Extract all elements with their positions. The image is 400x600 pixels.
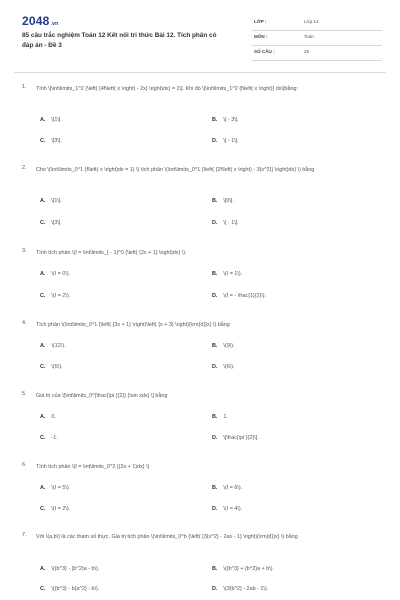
option-c[interactable]: [40, 364, 63, 370]
question-text: Tích phân \(\int\limits_0^1 {\left( {3x + 1} \right)\left( {x + 3} \right){\rm{d}}x} \) bằng: [36, 322, 230, 328]
question-text: Tính tích phân \(I = \int\limits_{ - 1}^0 {\left( {2x + 1} \right)dx} \).: [36, 250, 187, 256]
meta-table: [252, 16, 382, 61]
option-text: \(I = 4\).: [223, 506, 243, 512]
option-text: \(I = 1\).: [223, 271, 243, 277]
question-text: Tính tích phân \(I = \int\limits_0^2 {(2x + 1)dx} \): [36, 464, 150, 470]
option-c[interactable]: [40, 220, 62, 226]
option-d[interactable]: [212, 364, 235, 370]
meta-label: LỚP :: [254, 19, 267, 24]
option-letter: A.: [40, 198, 46, 204]
option-text: \[3\].: [51, 138, 62, 144]
meta-label: MÔN :: [254, 34, 268, 39]
option-letter: C.: [40, 364, 46, 370]
option-letter: C.: [40, 506, 46, 512]
option-text: \[3\].: [51, 220, 62, 226]
logo-suffix: .vn: [50, 21, 59, 27]
option-a[interactable]: [40, 485, 70, 491]
option-a[interactable]: [40, 117, 62, 123]
meta-value: 25: [304, 49, 310, 54]
logo-text: 2048: [22, 14, 50, 28]
option-d[interactable]: [212, 293, 266, 299]
option-b[interactable]: [212, 414, 228, 420]
meta-row-count: [252, 46, 382, 61]
option-c[interactable]: [40, 293, 70, 299]
option-b[interactable]: [212, 198, 234, 204]
meta-row-class: [252, 16, 382, 31]
option-letter: B.: [212, 566, 218, 572]
option-letter: C.: [40, 586, 46, 592]
question-number: 3.: [22, 248, 27, 254]
option-text: \(I = 6\).: [223, 485, 243, 491]
option-letter: D.: [212, 586, 218, 592]
option-text: \[ - 3\].: [223, 117, 239, 123]
option-letter: C.: [40, 435, 46, 441]
option-letter: D.: [212, 138, 218, 144]
question-number: 2.: [22, 165, 27, 171]
option-text: \[1\].: [51, 198, 62, 204]
option-b[interactable]: [212, 566, 274, 572]
question-text: Cho \(\int\limits_0^1 {f\left( x \right)dx = 1} \) tích phân \(\int\limits_0^1 {\left( {2f\left( x \right) - 3{x^2}} \right)dx} \) bằng: [36, 167, 315, 173]
question-number: 5.: [22, 391, 27, 397]
header-divider: [14, 72, 386, 73]
option-d[interactable]: [212, 586, 268, 592]
option-text: \(I = 2\).: [51, 293, 71, 299]
option-letter: B.: [212, 198, 218, 204]
option-text: \(3{b^2} - 2ab - 1\).: [223, 586, 269, 592]
option-letter: A.: [40, 414, 46, 420]
option-letter: B.: [212, 414, 218, 420]
meta-row-subject: [252, 31, 382, 46]
option-a[interactable]: [40, 198, 62, 204]
option-letter: C.: [40, 138, 46, 144]
option-letter: A.: [40, 117, 46, 123]
option-letter: D.: [212, 293, 218, 299]
option-text: \[\frac{\pi }{2}\].: [223, 435, 259, 441]
option-c[interactable]: [40, 586, 99, 592]
option-letter: A.: [40, 343, 46, 349]
option-c[interactable]: [40, 435, 58, 441]
option-text: \(12\).: [51, 343, 66, 349]
option-text: \[ - 1\].: [223, 220, 239, 226]
option-text: \(I = 2\).: [51, 506, 71, 512]
option-text: \({b^3} - b{a^2} - b\).: [51, 586, 100, 592]
option-text: \[0\].: [223, 198, 234, 204]
option-letter: D.: [212, 435, 218, 441]
option-text: \[1\].: [51, 117, 62, 123]
meta-label: SỐ CÂU :: [254, 49, 275, 54]
option-a[interactable]: [40, 414, 56, 420]
option-b[interactable]: [212, 343, 235, 349]
option-letter: D.: [212, 506, 218, 512]
option-letter: C.: [40, 220, 46, 226]
question-number: 4.: [22, 320, 27, 326]
option-text: \[ - 1\].: [223, 138, 239, 144]
option-text: -1.: [51, 435, 58, 441]
option-b[interactable]: [212, 485, 242, 491]
option-text: \({b^3} + {b^2}a + b\).: [223, 566, 275, 572]
option-text: \({b^3} - {b^2}a - b\).: [51, 566, 100, 572]
meta-value: Lớp 12: [304, 19, 319, 24]
option-text: \(6\).: [223, 364, 235, 370]
question-number: 1.: [22, 84, 27, 90]
option-b[interactable]: [212, 271, 242, 277]
option-letter: B.: [212, 343, 218, 349]
option-letter: A.: [40, 485, 46, 491]
option-text: \(5\).: [51, 364, 63, 370]
option-letter: B.: [212, 485, 218, 491]
document-header: [22, 14, 382, 64]
option-text: \(I = 0\).: [51, 271, 71, 277]
question-number: 6.: [22, 462, 27, 468]
option-b[interactable]: [212, 117, 239, 123]
option-text: 0.: [51, 414, 56, 420]
site-logo[interactable]: [22, 14, 58, 28]
option-a[interactable]: [40, 566, 99, 572]
option-d[interactable]: [212, 138, 239, 144]
option-letter: A.: [40, 566, 46, 572]
option-letter: B.: [212, 117, 218, 123]
document-title: 85 câu trắc nghiệm Toán 12 Kết nối tri thức Bài 12. Tích phân có đáp án - Đề 3: [22, 32, 217, 49]
option-c[interactable]: [40, 138, 62, 144]
option-a[interactable]: [40, 343, 66, 349]
option-d[interactable]: [212, 220, 239, 226]
option-d[interactable]: [212, 506, 242, 512]
option-text: 1.: [223, 414, 228, 420]
option-d[interactable]: [212, 435, 259, 441]
option-letter: B.: [212, 271, 218, 277]
option-text: \(I = - \frac{1}{2}\).: [223, 293, 267, 299]
option-text: \(9\).: [223, 343, 235, 349]
question-number: 7.: [22, 532, 27, 538]
option-letter: C.: [40, 293, 46, 299]
option-text: \(I = 5\).: [51, 485, 71, 491]
question-text: Với \(a,b\) là các tham số thực. Giá trị tích phân \(\int\limits_0^b {\left( {3{x^2} - 2ax - 1} \right){\rm{d}}x} \) bằng: [36, 534, 298, 540]
option-letter: A.: [40, 271, 46, 277]
question-text: Tính \[\int\limits_1^2 {\left( {4f\left( x \right) - 2x} \right)dx} = 1\]. Khi đó \[\int\limits_1^2 {f\left( x \right)} dx\]bằng:: [36, 86, 298, 92]
option-a[interactable]: [40, 271, 70, 277]
meta-value: Toán: [304, 34, 314, 39]
option-letter: D.: [212, 364, 218, 370]
question-text: Giá trị của \[\int\limits_0^{\frac{\pi }{2}} {\sin xdx} \] bằng: [36, 393, 168, 399]
option-letter: D.: [212, 220, 218, 226]
option-c[interactable]: [40, 506, 70, 512]
